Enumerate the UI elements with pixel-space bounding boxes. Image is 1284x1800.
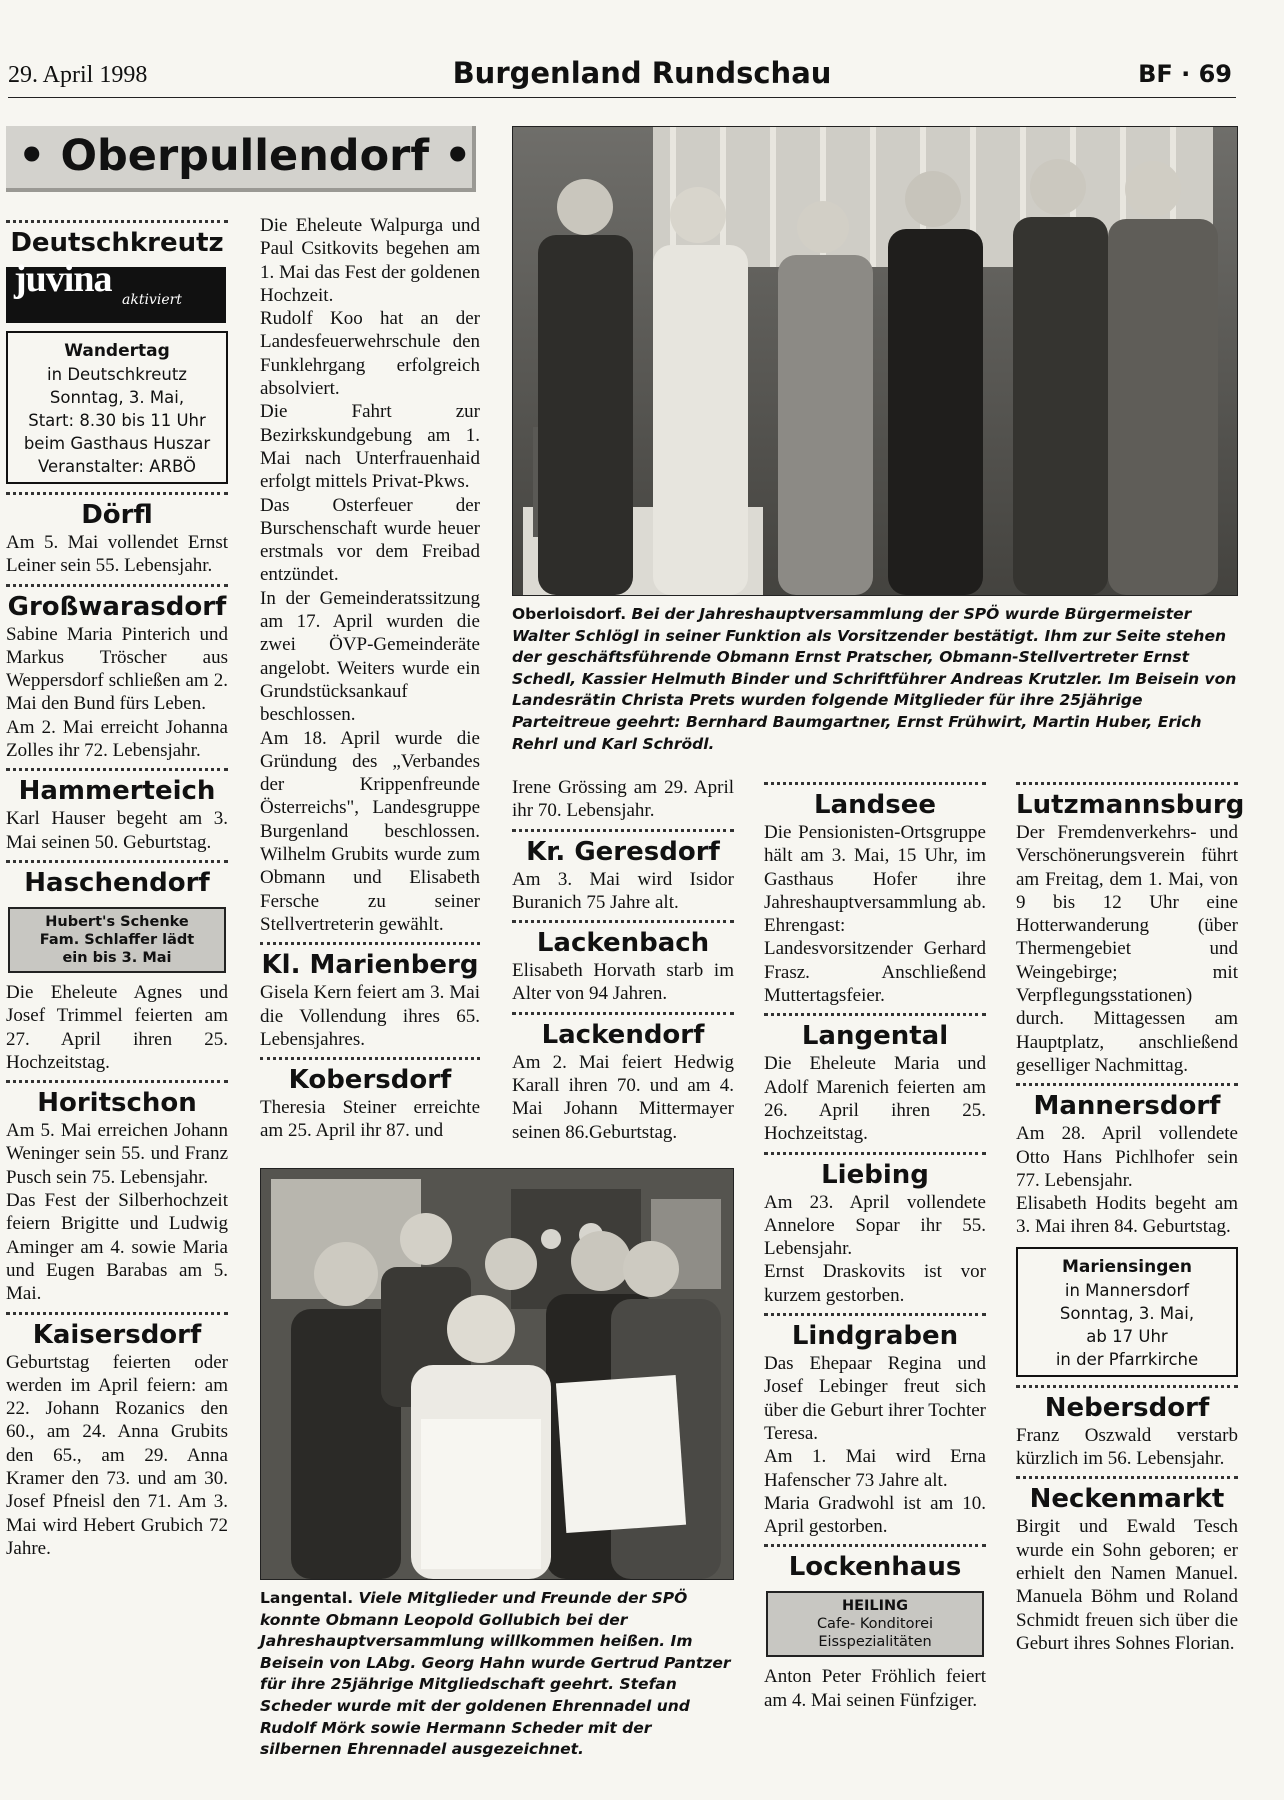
heading-horitschon: Horitschon [37,1088,197,1119]
article-text: Geburtstag feierten oder werden im April feiern: am 22. Johann Rozanics den 60., am 24. Anna Grubits den 65., am 29. Anna Kramer den 73. und am 30. Josef Pfneisl den 71. Am 3. Mai wird Hebert Grubich 72 Jahre. [6,1351,228,1559]
wandertag-box [6,331,228,484]
divider [512,1012,734,1015]
divider [260,942,480,945]
heading-lackenbach: Lackenbach [536,928,710,959]
heading-hammerteich: Hammerteich [18,776,216,807]
issue-date: 29. April 1998 [8,62,148,88]
article-text: Am 2. Mai erreicht Johanna Zolles ihr 72. Lebensjahr. [6,716,228,762]
heading-deutschkreutz: Deutschkreutz [10,228,224,258]
box-line: Sonntag, 3. Mai, [1059,1303,1195,1323]
heading-grosswarasdorf: Großwarasdorf [7,591,227,622]
heiling-ad [766,1591,984,1657]
article-text: Franz Oszwald verstarb kürzlich im 56. Lebensjahr. [1016,1424,1238,1470]
juvina-logo [6,258,226,323]
photo-langental-caption [260,1588,736,1761]
article-text: Der Fremdenverkehrs- und Verschönerungsverein führt am Freitag, dem 1. Mai, von 9 bis 12 Uhr eine Hotterwanderung (über Thermengebiet und Weingebirge; mit Verpflegungsstationen) durch. Mittagessen am Hauptplatz, anschließend geselliger Nachmittag. [1016,822,1238,1076]
article-text: Elisabeth Horvath starb im Alter von 94 Jahren. [512,960,734,1005]
box-line: in Deutschkreutz [47,365,187,384]
heading-kr-geresdorf: Kr. Geresdorf [526,836,720,867]
divider [1016,1385,1238,1388]
heading-mannersdorf: Mannersdorf [1033,1091,1221,1122]
article-text: Maria Gradwohl ist am 10. April gestorben. [764,1492,986,1538]
newspaper-title: Burgenland Rundschau [452,56,832,90]
caption-text: Bei der Jahreshauptversammlung der SPÖ wurde Bürgermeister Walter Schlögl in seiner Funktion als Vorsitzender bestätigt. Ihm zur Seite stehen der geschäftsführende Obmann Ernst Pratscher, Obmann-Stellvertreter Ernst Schedl, Kassier Helmuth Binder und Schriftführer Andreas Krutzler. Im Beisein von Landesrätin Christa Prets wurden folgende Mitglieder für ihre 25jährige Parteitreue geehrt: Bernhard Baumgartner, Ernst Frühwirt, Martin Huber, Erich Rehrl und Karl Schrödl. [512,605,1237,753]
article-text: Sabine Maria Pinterich und Markus Tröscher aus Weppersdorf schließen am 2. Mai den Bund fürs Leben. [6,623,228,715]
header-rule [8,97,1236,98]
section-banner: • Oberpullendorf • [6,126,476,192]
divider [6,1080,228,1083]
divider [6,768,228,771]
column-4 [764,776,986,1712]
article-text: Das Osterfeuer der Burschenschaft wurde heuer erstmals vor dem Freibad entzündet. [260,494,480,586]
column-5 [1016,776,1245,1655]
divider [764,1544,986,1547]
divider [1016,782,1238,785]
article-text: Das Fest der Silberhochzeit feiern Brigitte und Ludwig Aminger am 4. sowie Maria und Eugen Barabas am 5. Mai. [6,1190,228,1305]
box-line: Veranstalter: ARBÖ [38,457,196,476]
article-text: Theresia Steiner erreichte am 25. April ihr 87. und [260,1097,480,1142]
article-text: Das Ehepaar Regina und Josef Lebinger freut sich über die Geburt ihrer Tochter Teresa. [764,1353,987,1444]
box-line: beim Gasthaus Huszar [23,434,211,453]
box-line: Start: 8.30 bis 11 Uhr [28,411,206,430]
article-text: Rudolf Koo hat an der Landesfeuerwehrschule den Funklehrgang erfolgreich absolviert. [260,308,480,400]
page-number: BF · 69 [1138,60,1232,88]
heading-kl-marienberg: Kl. Marienberg [261,950,479,981]
column-1 [6,214,228,1560]
divider [260,1057,480,1060]
caption-place: Oberloisdorf. [512,605,627,623]
article-text: Die Fahrt zur Bezirkskundgebung am 1. Mai nach Unterfrauenhaid erfolgt mittels Privat-Pkws. [260,401,480,493]
ad-line: HEILING [841,1598,909,1615]
article-text: Die Pensionisten-Ortsgruppe hält am 3. Mai, 15 Uhr, im Gasthaus Hofer ihre Jahreshauptversammlung ab. Ehrengast: Landesvorsitzender Gerhard Frasz. Anschließend Muttertagsfeier. [764,822,986,1007]
heading-kobersdorf: Kobersdorf [288,1065,452,1096]
caption-text: Viele Mitglieder und Freunde der SPÖ konnte Obmann Leopold Gollubich bei der Jahreshauptversammlung willkommen heißen. Im Beisein von LAbg. Georg Hahn wurde Gertrud Pantzer für ihre 25jährige Mitgliedschaft geehrt. Stefan Scheder wurde mit der goldenen Ehrennadel und Rudolf Mörk sowie Hermann Scheder mit der silbernen Ehrennadel ausgezeichnet. [260,1589,731,1759]
photo-oberloisdorf [512,126,1238,596]
divider [6,220,228,223]
group-photo-graphic [261,1169,733,1579]
article-text: Die Eheleute Agnes und Josef Trimmel feierten am 27. April ihren 25. Hochzeitstag. [6,981,228,1073]
divider [6,1312,228,1315]
divider [764,782,986,785]
article-text: Ernst Draskovits ist vor kurzem gestorben. [764,1261,986,1306]
box-line: in der Pfarrkirche [1055,1349,1199,1369]
group-photo-graphic [513,127,1237,595]
heading-lutzmannsburg: Lutzmannsburg [1016,790,1245,820]
divider [1016,1083,1238,1086]
divider [6,492,228,495]
divider [6,860,228,863]
ad-line: ein bis 3. Mai [62,949,172,966]
divider [1016,1476,1238,1479]
box-title: Wandertag [64,341,170,361]
column-3 [512,776,734,1144]
divider [512,829,734,832]
article-text: In der Gemeinderatssitzung am 17. April wurden die zwei ÖVP-Gemeinderäte angelobt. Weiters wurde ein Grundstücksankauf beschlossen. [260,587,480,726]
ad-line: Fam. Schlaffer lädt [39,931,195,948]
caption-place: Langental. [260,1589,354,1607]
article-text: Karl Hauser begeht am 3. Mai seinen 50. Geburtstag. [6,808,228,853]
photo-oberloisdorf-caption [512,604,1238,755]
article-text: Die Eheleute Maria und Adolf Marenich feierten am 26. April ihren 25. Hochzeitstag. [764,1053,986,1145]
divider [6,584,228,587]
divider [764,1313,986,1316]
photo-langental [260,1168,734,1580]
article-text: Am 28. April vollendete Otto Hans Pichlhofer sein 77. Lebensjahr. [1016,1123,1238,1191]
article-text: Am 5. Mai vollendet Ernst Leiner sein 55. Lebensjahr. [6,532,228,577]
heading-langental: Langental [801,1021,949,1052]
article-text: Am 23. April vollendete Annelore Sopar ihr 55. Lebensjahr. [764,1191,986,1260]
box-line: in Mannersdorf [1064,1280,1190,1300]
logo-script: aktiviert [122,292,182,308]
article-text: Elisabeth Hodits begeht am 3. Mai ihren 84. Geburtstag. [1016,1193,1238,1238]
heading-haschendorf: Haschendorf [24,867,210,898]
article-text: Birgit und Ewald Tesch wurde ein Sohn geboren; er erhielt den Namen Manuel. Manuela Böhm und Roland Schmidt freuen sich über die Geburt ihres Sohnes Florian. [1016,1516,1238,1654]
article-text: Am 2. Mai feiert Hedwig Karall ihren 70. und am 4. Mai Johann Mittermayer seinen 86.Geburtstag. [512,1051,734,1143]
ad-line: Eisspezialitäten [818,1634,932,1651]
article-text: Irene Grössing am 29. April ihr 70. Lebensjahr. [512,777,734,822]
article-text: Anton Peter Fröhlich feiert am 4. Mai seinen Fünfziger. [764,1666,986,1711]
heading-liebing: Liebing [821,1159,929,1190]
article-text: Am 3. Mai wird Isidor Buranich 75 Jahre alt. [512,868,734,913]
box-line: Sonntag, 3. Mai, [49,388,185,407]
divider [764,1152,986,1155]
heading-doerfl: Dörfl [81,500,153,530]
ad-line: Cafe- Konditorei [816,1616,934,1633]
heading-lackendorf: Lackendorf [541,1019,705,1050]
divider [512,920,734,923]
heading-nebersdorf: Nebersdorf [1044,1392,1210,1423]
heading-lindgraben: Lindgraben [791,1321,959,1352]
heading-lockenhaus: Lockenhaus [788,1552,962,1583]
divider [764,1013,986,1016]
box-line: ab 17 Uhr [1086,1326,1168,1346]
heading-kaisersdorf: Kaisersdorf [32,1319,202,1350]
article-text: Die Eheleute Walpurga und Paul Csitkovits begehen am 1. Mai das Fest der goldenen Hochzeit. [260,215,480,306]
logo-word: juvina [14,258,112,300]
box-title: Mariensingen [1061,1256,1193,1277]
huberts-schenke-ad [8,907,226,973]
ad-line: Hubert's Schenke [45,913,189,930]
heading-neckenmarkt: Neckenmarkt [1029,1484,1225,1515]
article-text: Gisela Kern feiert am 3. Mai die Vollendung ihres 65. Lebensjahres. [260,982,480,1050]
article-text: Am 1. Mai wird Erna Hafenscher 73 Jahre alt. [764,1446,986,1491]
article-text: Am 5. Mai erreichen Johann Weninger sein 55. und Franz Pusch sein 75. Lebensjahr. [6,1120,228,1188]
heading-landsee: Landsee [814,790,936,820]
column-2 [260,214,480,1143]
mariensingen-box [1016,1247,1238,1377]
article-text: Am 18. April wurde die Gründung des „Verbandes der Krippenfreunde Österreichs", Landesgruppe Burgenland beschlossen. Wilhelm Grubits wurde zum Obmann und Elisabeth Fersche zu seiner Stellvertreterin gewählt. [260,727,480,935]
